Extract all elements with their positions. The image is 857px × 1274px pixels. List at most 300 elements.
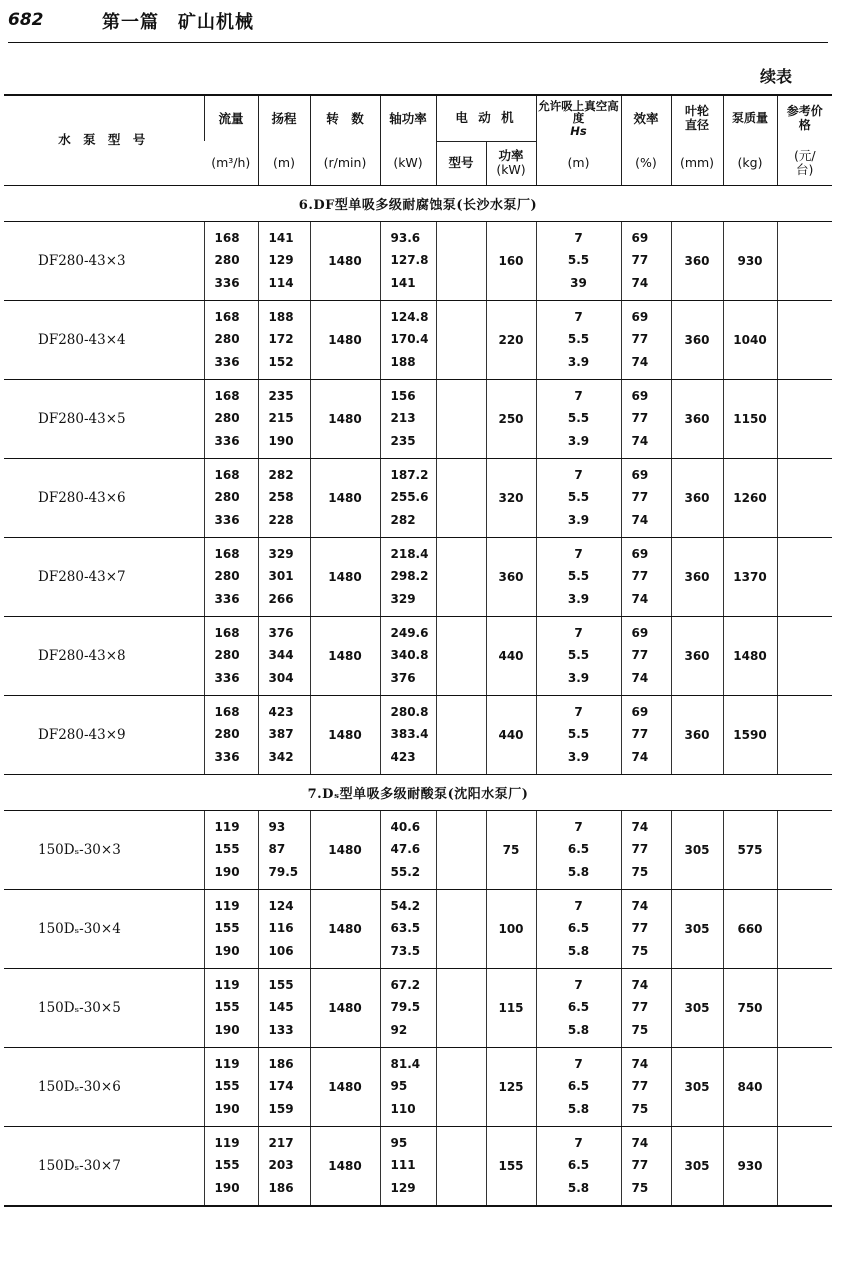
header-suction-symbol: Hs: [570, 123, 587, 138]
flow-value: 336: [214, 749, 240, 764]
suction-value: 7: [574, 388, 583, 403]
flow-value: 280: [214, 411, 240, 426]
motor-model-cell: [436, 889, 486, 968]
speed-cell: [310, 458, 380, 537]
shaft-power-value: 92: [390, 1022, 408, 1037]
pump-model: DF280-43×7: [4, 537, 204, 616]
flow-value: 190: [214, 1180, 240, 1195]
efficiency-cell: [621, 616, 671, 695]
motor-model-cell: [436, 1126, 486, 1206]
efficiency-cell: [621, 1047, 671, 1126]
motor-model-cell: [436, 300, 486, 379]
efficiency-value: 74: [631, 749, 649, 764]
efficiency-cell: [621, 695, 671, 774]
shaft-power-value: 249.6: [390, 625, 429, 640]
shaft-power-stack: [381, 385, 436, 453]
motor-power-value: 125: [498, 1080, 524, 1094]
head-value: 258: [268, 490, 294, 505]
head-value: 301: [268, 569, 294, 584]
mass-cell: [723, 300, 777, 379]
head-value: 203: [268, 1158, 294, 1173]
price-cell: [777, 537, 832, 616]
mass-value: 930: [737, 254, 763, 268]
efficiency-cell: [621, 537, 671, 616]
impeller-cell: [671, 221, 723, 300]
impeller-cell: [671, 889, 723, 968]
speed-cell: [310, 379, 380, 458]
flow-value: 168: [214, 704, 240, 719]
efficiency-value: 74: [631, 275, 649, 290]
impeller-cell: [671, 537, 723, 616]
suction-stack: [537, 1053, 621, 1121]
mass-cell: [723, 810, 777, 889]
motor-model-cell: [436, 1047, 486, 1126]
header-impeller-unit: (mm): [671, 141, 723, 185]
shaft-power-stack: [381, 895, 436, 963]
shaft-power-value: 73.5: [390, 943, 421, 958]
suction-value: 5.5: [567, 411, 590, 426]
mass-value: 660: [737, 922, 763, 936]
flow-value: 336: [214, 433, 240, 448]
flow-stack: [205, 1053, 258, 1121]
speed-value: 1480: [328, 922, 362, 936]
efficiency-value: 74: [631, 591, 649, 606]
pump-model: 150Dₛ-30×5: [4, 968, 204, 1047]
flow-value: 168: [214, 388, 240, 403]
shaft-power-cell: [380, 300, 436, 379]
header-price-unit: (元/台): [777, 141, 832, 185]
head-cell: [258, 810, 310, 889]
mass-value: 1590: [733, 728, 767, 742]
flow-value: 280: [214, 727, 240, 742]
impeller-value: 305: [684, 1080, 710, 1094]
suction-value: 5.5: [567, 648, 590, 663]
suction-value: 5.8: [567, 1101, 590, 1116]
motor-power-cell: [486, 616, 536, 695]
head-value: 423: [268, 704, 294, 719]
speed-value: 1480: [328, 570, 362, 584]
impeller-cell: [671, 616, 723, 695]
impeller-cell: [671, 1047, 723, 1126]
shaft-power-cell: [380, 537, 436, 616]
efficiency-value: 75: [631, 1022, 649, 1037]
speed-cell: [310, 1047, 380, 1126]
header-motor-model: 型号: [436, 141, 486, 185]
suction-stack: [537, 974, 621, 1042]
table-row: [4, 379, 832, 458]
flow-stack: [205, 701, 258, 769]
head-value: 329: [268, 546, 294, 561]
speed-value: 1480: [328, 728, 362, 742]
suction-value: 3.9: [567, 591, 590, 606]
head-value: 93: [268, 819, 286, 834]
impeller-cell: [671, 1126, 723, 1206]
shaft-power-value: 67.2: [390, 977, 421, 992]
shaft-power-value: 47.6: [390, 842, 421, 857]
head-value: 79.5: [268, 864, 299, 879]
continued-label: 续表: [760, 67, 793, 86]
motor-power-value: 115: [498, 1001, 524, 1015]
suction-stack: [537, 701, 621, 769]
shaft-power-value: 218.4: [390, 546, 429, 561]
suction-cell: [536, 221, 621, 300]
efficiency-value: 74: [631, 819, 649, 834]
header-eff-unit: (%): [621, 141, 671, 185]
head-stack: [259, 1053, 310, 1121]
suction-value: 3.9: [567, 670, 590, 685]
efficiency-value: 77: [631, 1158, 649, 1173]
suction-value: 6.5: [567, 842, 590, 857]
shaft-power-value: 79.5: [390, 1000, 421, 1015]
shaft-power-value: 383.4: [390, 727, 429, 742]
head-stack: [259, 701, 310, 769]
speed-value: 1480: [328, 491, 362, 505]
flow-cell: [204, 379, 258, 458]
suction-value: 5.5: [567, 569, 590, 584]
head-value: 235: [268, 388, 294, 403]
suction-value: 7: [574, 546, 583, 561]
flow-value: 280: [214, 490, 240, 505]
suction-value: 7: [574, 230, 583, 245]
price-cell: [777, 1126, 832, 1206]
flow-value: 280: [214, 332, 240, 347]
head-stack: [259, 543, 310, 611]
flow-value: 119: [214, 1135, 240, 1150]
head-value: 344: [268, 648, 294, 663]
shaft-power-stack: [381, 306, 436, 374]
pump-model: DF280-43×8: [4, 616, 204, 695]
price-cell: [777, 1047, 832, 1126]
efficiency-value: 74: [631, 898, 649, 913]
impeller-value: 360: [684, 254, 710, 268]
head-value: 304: [268, 670, 294, 685]
impeller-value: 305: [684, 1159, 710, 1173]
efficiency-stack: [622, 385, 671, 453]
suction-stack: [537, 816, 621, 884]
header-impeller: 叶轮直径: [671, 95, 723, 141]
shaft-power-cell: [380, 221, 436, 300]
header-suction: [536, 95, 621, 141]
speed-cell: [310, 616, 380, 695]
efficiency-stack: [622, 1132, 671, 1200]
efficiency-value: 77: [631, 727, 649, 742]
shaft-power-stack: [381, 622, 436, 690]
impeller-cell: [671, 379, 723, 458]
mass-value: 1150: [733, 412, 767, 426]
head-value: 152: [268, 354, 294, 369]
efficiency-value: 75: [631, 1180, 649, 1195]
suction-value: 7: [574, 1135, 583, 1150]
flow-stack: [205, 306, 258, 374]
efficiency-value: 74: [631, 354, 649, 369]
efficiency-cell: [621, 810, 671, 889]
suction-stack: [537, 464, 621, 532]
head-value: 106: [268, 943, 294, 958]
motor-model-cell: [436, 379, 486, 458]
section-row: [4, 774, 832, 810]
efficiency-value: 77: [631, 842, 649, 857]
flow-value: 336: [214, 354, 240, 369]
flow-cell: [204, 537, 258, 616]
efficiency-stack: [622, 701, 671, 769]
suction-value: 7: [574, 819, 583, 834]
flow-stack: [205, 385, 258, 453]
mass-cell: [723, 1126, 777, 1206]
suction-value: 5.5: [567, 727, 590, 742]
flow-value: 336: [214, 512, 240, 527]
motor-power-value: 160: [498, 254, 524, 268]
suction-value: 7: [574, 704, 583, 719]
header-mass: 泵质量: [723, 95, 777, 141]
flow-cell: [204, 458, 258, 537]
shaft-power-value: 93.6: [390, 230, 421, 245]
head-stack: [259, 816, 310, 884]
shaft-power-value: 110: [390, 1101, 416, 1116]
head-value: 282: [268, 467, 294, 482]
shaft-power-value: 282: [390, 512, 416, 527]
shaft-power-value: 170.4: [390, 332, 429, 347]
suction-cell: [536, 810, 621, 889]
flow-value: 155: [214, 1079, 240, 1094]
suction-value: 3.9: [567, 354, 590, 369]
head-value: 124: [268, 898, 294, 913]
flow-cell: [204, 1126, 258, 1206]
header-rule: [8, 42, 828, 43]
head-value: 145: [268, 1000, 294, 1015]
pump-model: 150Dₛ-30×3: [4, 810, 204, 889]
impeller-value: 360: [684, 728, 710, 742]
section-title: 7.Dₛ型单吸多级耐酸泵(沈阳水泵厂): [4, 774, 832, 810]
shaft-power-stack: [381, 1053, 436, 1121]
suction-value: 3.9: [567, 433, 590, 448]
motor-power-cell: [486, 968, 536, 1047]
speed-value: 1480: [328, 1159, 362, 1173]
speed-cell: [310, 221, 380, 300]
shaft-power-value: 111: [390, 1158, 416, 1173]
impeller-value: 360: [684, 412, 710, 426]
table-row: [4, 221, 832, 300]
efficiency-value: 77: [631, 569, 649, 584]
motor-power-cell: [486, 810, 536, 889]
flow-stack: [205, 622, 258, 690]
flow-cell: [204, 889, 258, 968]
suction-value: 6.5: [567, 921, 590, 936]
motor-power-cell: [486, 1047, 536, 1126]
flow-cell: [204, 810, 258, 889]
shaft-power-value: 423: [390, 749, 416, 764]
header-speed-unit: (r/min): [310, 141, 380, 185]
price-cell: [777, 810, 832, 889]
efficiency-stack: [622, 1053, 671, 1121]
price-cell: [777, 968, 832, 1047]
efficiency-value: 69: [631, 546, 649, 561]
efficiency-stack: [622, 464, 671, 532]
flow-value: 280: [214, 648, 240, 663]
speed-value: 1480: [328, 649, 362, 663]
efficiency-stack: [622, 227, 671, 295]
flow-value: 168: [214, 546, 240, 561]
mass-cell: [723, 695, 777, 774]
shaft-power-value: 63.5: [390, 921, 421, 936]
shaft-power-value: 329: [390, 591, 416, 606]
price-cell: [777, 379, 832, 458]
flow-value: 336: [214, 591, 240, 606]
mass-cell: [723, 537, 777, 616]
motor-model-cell: [436, 695, 486, 774]
flow-stack: [205, 464, 258, 532]
suction-cell: [536, 1047, 621, 1126]
flow-stack: [205, 895, 258, 963]
speed-value: 1480: [328, 254, 362, 268]
efficiency-stack: [622, 622, 671, 690]
efficiency-value: 74: [631, 670, 649, 685]
head-value: 186: [268, 1056, 294, 1071]
head-cell: [258, 1047, 310, 1126]
speed-cell: [310, 537, 380, 616]
speed-value: 1480: [328, 333, 362, 347]
flow-value: 280: [214, 253, 240, 268]
shaft-power-value: 141: [390, 275, 416, 290]
mass-value: 1040: [733, 333, 767, 347]
head-value: 376: [268, 625, 294, 640]
efficiency-stack: [622, 974, 671, 1042]
motor-power-value: 155: [498, 1159, 524, 1173]
motor-power-cell: [486, 695, 536, 774]
flow-value: 119: [214, 819, 240, 834]
efficiency-cell: [621, 968, 671, 1047]
speed-cell: [310, 889, 380, 968]
mass-cell: [723, 379, 777, 458]
flow-value: 168: [214, 467, 240, 482]
flow-cell: [204, 1047, 258, 1126]
efficiency-value: 69: [631, 230, 649, 245]
efficiency-value: 74: [631, 1135, 649, 1150]
price-cell: [777, 616, 832, 695]
head-value: 155: [268, 977, 294, 992]
mass-value: 1260: [733, 491, 767, 505]
head-value: 172: [268, 332, 294, 347]
flow-stack: [205, 1132, 258, 1200]
suction-cell: [536, 458, 621, 537]
efficiency-value: 69: [631, 388, 649, 403]
suction-stack: [537, 306, 621, 374]
suction-stack: [537, 895, 621, 963]
head-value: 188: [268, 309, 294, 324]
pump-model: 150Dₛ-30×6: [4, 1047, 204, 1126]
speed-cell: [310, 810, 380, 889]
shaft-power-stack: [381, 701, 436, 769]
header-head-unit: (m): [258, 141, 310, 185]
head-stack: [259, 464, 310, 532]
flow-value: 336: [214, 670, 240, 685]
flow-value: 190: [214, 1022, 240, 1037]
suction-value: 7: [574, 977, 583, 992]
motor-power-value: 100: [498, 922, 524, 936]
pump-model: DF280-43×6: [4, 458, 204, 537]
motor-power-value: 440: [498, 728, 524, 742]
shaft-power-cell: [380, 458, 436, 537]
mass-value: 840: [737, 1080, 763, 1094]
impeller-value: 305: [684, 922, 710, 936]
table-body: [4, 185, 832, 1206]
header-flow-unit: (m³/h): [204, 141, 258, 185]
efficiency-value: 77: [631, 411, 649, 426]
suction-value: 5.8: [567, 943, 590, 958]
shaft-power-value: 40.6: [390, 819, 421, 834]
shaft-power-value: 298.2: [390, 569, 429, 584]
efficiency-cell: [621, 221, 671, 300]
flow-cell: [204, 616, 258, 695]
pump-model: DF280-43×9: [4, 695, 204, 774]
head-cell: [258, 379, 310, 458]
speed-value: 1480: [328, 412, 362, 426]
shaft-power-stack: [381, 816, 436, 884]
shaft-power-stack: [381, 1132, 436, 1200]
efficiency-value: 69: [631, 625, 649, 640]
suction-cell: [536, 968, 621, 1047]
efficiency-value: 69: [631, 467, 649, 482]
head-stack: [259, 306, 310, 374]
efficiency-value: 75: [631, 943, 649, 958]
flow-value: 190: [214, 1101, 240, 1116]
shaft-power-cell: [380, 1126, 436, 1206]
flow-stack: [205, 543, 258, 611]
suction-value: 5.8: [567, 1022, 590, 1037]
table-row: [4, 1126, 832, 1206]
head-value: 114: [268, 275, 294, 290]
price-cell: [777, 458, 832, 537]
shaft-power-value: 124.8: [390, 309, 429, 324]
head-cell: [258, 458, 310, 537]
shaft-power-value: 188: [390, 354, 416, 369]
suction-stack: [537, 622, 621, 690]
shaft-power-cell: [380, 616, 436, 695]
motor-model-cell: [436, 968, 486, 1047]
mass-value: 930: [737, 1159, 763, 1173]
shaft-power-value: 280.8: [390, 704, 429, 719]
efficiency-value: 74: [631, 1056, 649, 1071]
flow-value: 280: [214, 569, 240, 584]
table-row: [4, 695, 832, 774]
pump-model: 150Dₛ-30×4: [4, 889, 204, 968]
shaft-power-value: 55.2: [390, 864, 421, 879]
header-speed: 转 数: [310, 95, 380, 141]
head-stack: [259, 622, 310, 690]
price-cell: [777, 221, 832, 300]
flow-stack: [205, 974, 258, 1042]
suction-cell: [536, 300, 621, 379]
efficiency-value: 77: [631, 332, 649, 347]
mass-cell: [723, 221, 777, 300]
head-cell: [258, 300, 310, 379]
shaft-power-value: 129: [390, 1180, 416, 1195]
efficiency-value: 77: [631, 648, 649, 663]
head-cell: [258, 968, 310, 1047]
shaft-power-stack: [381, 543, 436, 611]
efficiency-cell: [621, 1126, 671, 1206]
table-row: [4, 889, 832, 968]
speed-cell: [310, 695, 380, 774]
impeller-value: 305: [684, 1001, 710, 1015]
head-stack: [259, 227, 310, 295]
motor-model-cell: [436, 458, 486, 537]
header-mass-unit: (kg): [723, 141, 777, 185]
head-stack: [259, 974, 310, 1042]
suction-value: 5.5: [567, 253, 590, 268]
efficiency-cell: [621, 379, 671, 458]
impeller-value: 360: [684, 570, 710, 584]
head-stack: [259, 895, 310, 963]
